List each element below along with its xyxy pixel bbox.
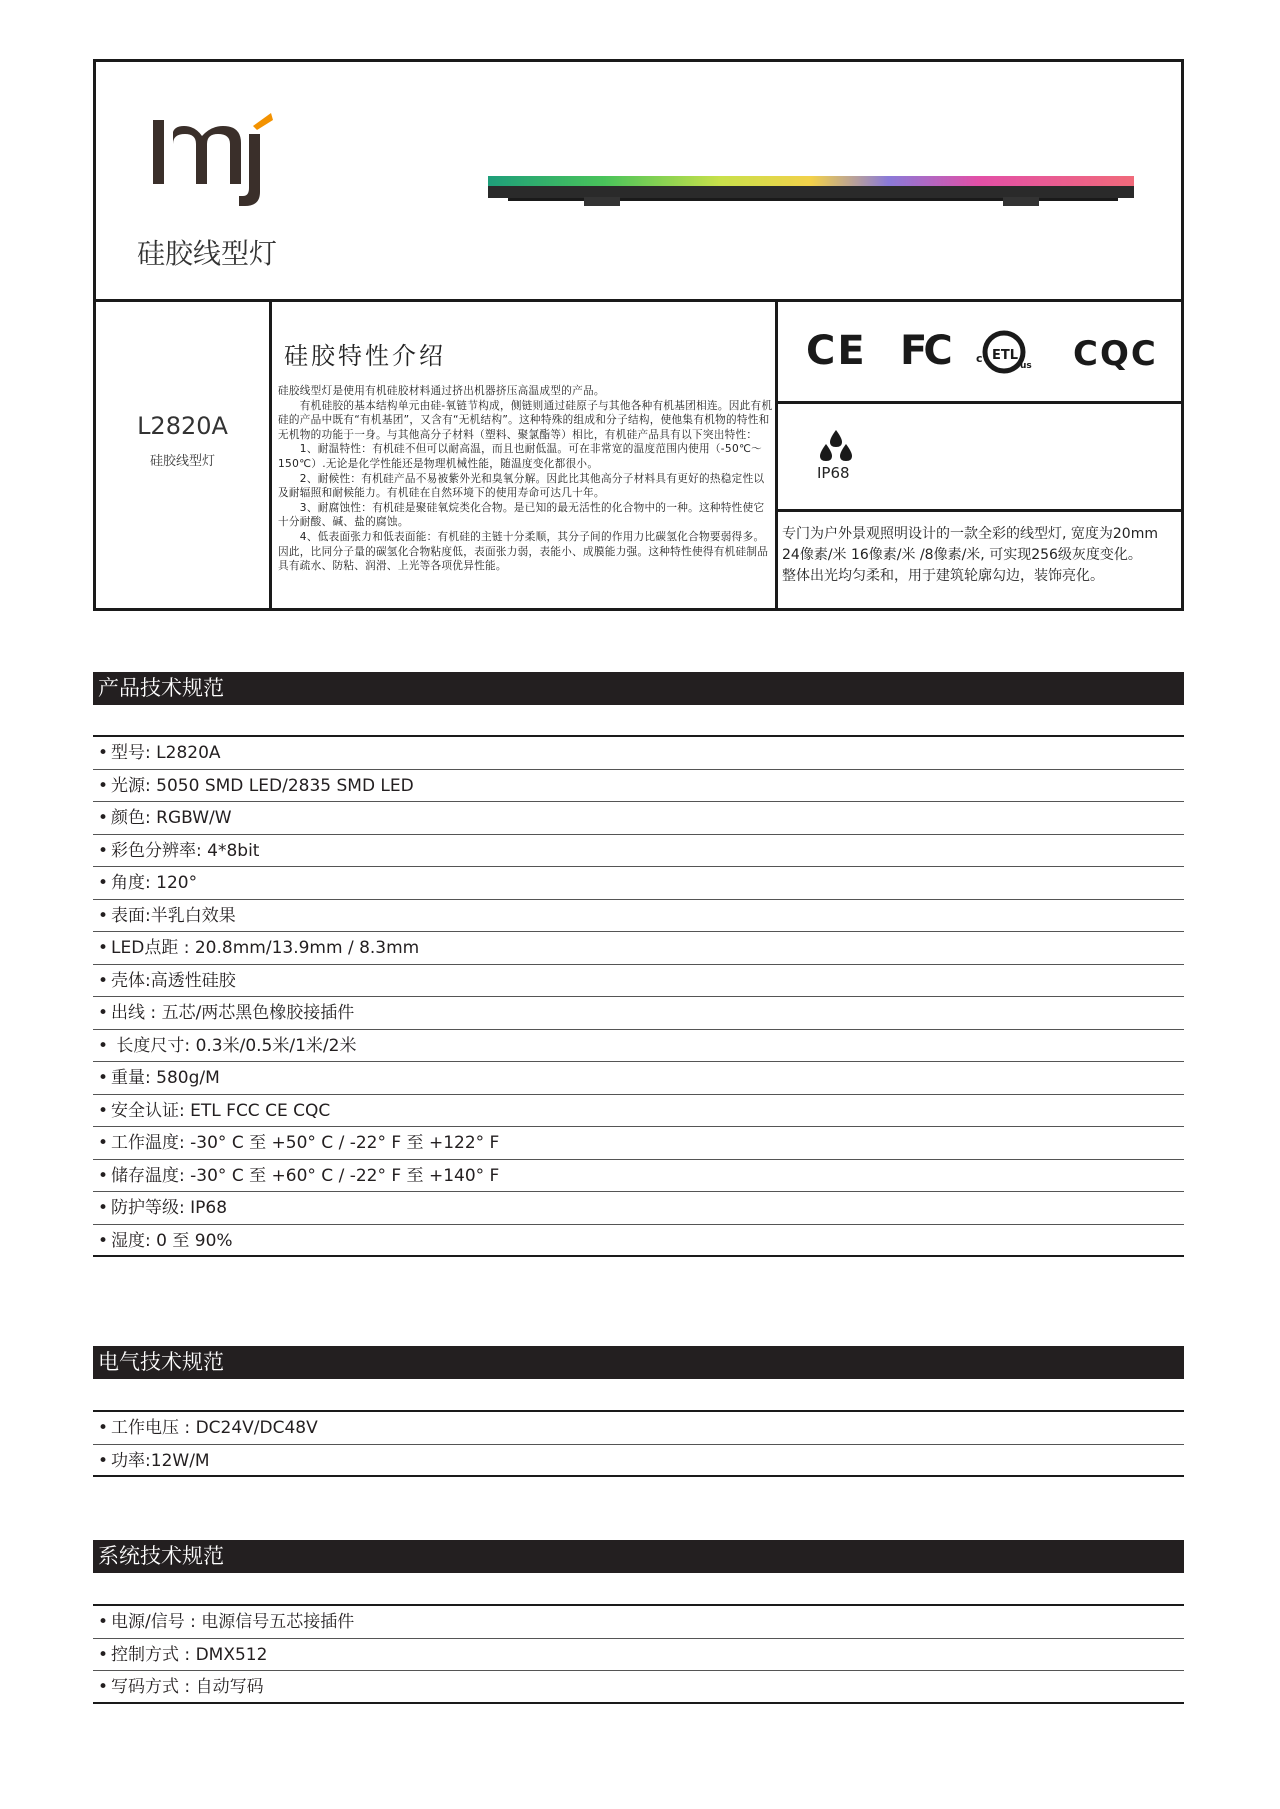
spec-text: 功率:12W/M [111,1450,210,1471]
etl-label: ETL [992,348,1019,363]
spec-text: 出线 : 五芯/两芯黑色橡胶接插件 [111,1003,355,1023]
etl-mark-icon [974,328,1034,378]
product-category: 硅胶线型灯 [137,237,278,270]
system-spec-list [93,1604,1184,1704]
intro-paragraph: 有机硅胶的基本结构单元由硅-氧链节构成，侧链则通过硅原子与其他各种有机基团相连。因此有机硅的产品中既有“有机基团”，又含有“无机结构”。这种特殊的组成和分子结构，使他集有机物的特性和无机物的功能于一身。与其他高分子材料（塑料、聚氯酯等）相比，有机硅产品具有以下突出特性： [278,399,773,441]
bullet: • [98,840,109,861]
intro-title: 硅胶特性介绍 [284,342,446,370]
spec-text: 彩色分辨率: 4*8bit [111,840,260,861]
certification-logos [778,302,1181,404]
bullet: • [98,775,109,796]
brand-logo [153,110,293,210]
intro-cell [272,302,778,608]
spec-text: 控制方式 : DMX512 [111,1644,268,1665]
product-spec-list [93,735,1184,1257]
spec-text: 颜色: RGBW/W [111,808,232,828]
spec-row [93,1671,1184,1704]
spec-text: LED点距 : 20.8mm/13.9mm / 8.3mm [111,938,420,958]
intro-paragraph: 3、耐腐蚀性：有机硅是聚硅氧烷类化合物。是已知的最无活性的化合物中的一种。这种特性使它十分耐酸、碱、盐的腐蚀。 [278,501,765,529]
bullet: • [98,1100,109,1121]
spec-row [93,1225,1184,1258]
spec-text: 储存温度: -30° C 至 +60° C / -22° F 至 +140° F [111,1165,500,1186]
spec-text: 湿度: 0 至 90% [111,1230,233,1251]
model-cell [96,302,272,608]
spec-row [93,900,1184,933]
bullet: • [98,1612,109,1632]
spec-row [93,1062,1184,1095]
linear-light-product-image [488,176,1134,216]
section-title-system-spec: 系统技术规范 [93,1540,1184,1573]
header-top-panel [96,62,1181,302]
bullet: • [98,1418,109,1438]
spec-row [93,867,1184,900]
spec-row [93,1160,1184,1193]
spec-row [93,1606,1184,1639]
bullet: • [98,1230,109,1251]
spec-row [93,1095,1184,1128]
section-title-product-spec: 产品技术规范 [93,672,1184,705]
cert-cell [778,302,1181,608]
intro-paragraph: 2、耐候性：有机硅产品不易被紫外光和臭氧分解。因此比其他高分子材料具有更好的热稳定性以及耐辐照和耐候能力。有机硅在自然环境下的使用寿命可达几十年。 [278,472,765,500]
bullet: • [98,970,109,991]
cqc-mark: CQC [1073,334,1158,374]
model-subtitle: 硅胶线型灯 [149,454,215,469]
spec-row [93,835,1184,868]
bullet: • [98,743,109,763]
model-number: L2820A [137,412,228,440]
spec-text: 长度尺寸: 0.3米/0.5米/1米/2米 [111,1035,357,1056]
description-line: 24像素/米 16像素/米 /8像素/米, 可实现256级灰度变化。 [782,547,1142,563]
spec-text: 电源/信号 : 电源信号五芯接插件 [111,1612,355,1632]
bullet: • [98,1677,109,1697]
bullet: • [98,1068,109,1088]
spec-row [93,770,1184,803]
etl-us-label: us [1020,361,1032,371]
bullet: • [98,1003,109,1023]
bullet: • [98,873,109,893]
spec-row [93,1445,1184,1478]
spec-text: 型号: L2820A [111,743,221,763]
spec-text: 壳体:高透性硅胶 [111,970,236,991]
bullet: • [98,1035,109,1056]
bullet: • [98,1450,109,1471]
ip-rating-cell [778,404,1181,512]
section-title-electrical-spec: 电气技术规范 [93,1346,1184,1379]
spec-row [93,997,1184,1030]
spec-text: 重量: 580g/M [111,1068,220,1088]
intro-body [278,384,773,574]
bullet: • [98,1133,109,1153]
spec-text: 安全认证: ETL FCC CE CQC [111,1100,331,1121]
spec-row [93,802,1184,835]
bullet: • [98,938,109,958]
spec-text: 角度: 120° [111,873,198,893]
ip-rating-label: IP68 [817,464,850,482]
spec-row [93,737,1184,770]
spec-text: 工作温度: -30° C 至 +50° C / -22° F 至 +122° F [111,1133,500,1153]
bullet: • [98,1644,109,1665]
fcc-mark: FC [900,328,949,374]
spec-row [93,1639,1184,1672]
description-line: 整体出光均匀柔和，用于建筑轮廓勾边，装饰亮化。 [782,568,1104,584]
spec-row [93,1412,1184,1445]
intro-paragraph: 1、耐温特性：有机硅不但可以耐高温，而且也耐低温。可在非常宽的温度范围内使用（-50℃～150℃）.无论是化学性能还是物理机械性能，随温度变化都很小。 [278,443,763,470]
intro-paragraph: 4、低表面张力和低表面能：有机硅的主链十分柔顺，其分子间的作用力比碳氢化合物要弱得多。因此，比同分子量的碳氢化合物粘度低，表面张力弱，表能小、成膜能力强。这种特性使得有机硅制品具有疏水、防粘、润滑、上光等各项优异性能。 [278,530,769,573]
spec-row [93,1192,1184,1225]
spec-row [93,932,1184,965]
water-drops-icon [816,430,856,464]
spec-text: 防护等级: IP68 [111,1198,228,1218]
bullet: • [98,1198,109,1218]
intro-paragraph: 硅胶线型灯是使用有机硅胶材料通过挤出机器挤压高温成型的产品。 [278,385,605,397]
spec-text: 表面:半乳白效果 [111,905,236,926]
product-header-box [93,59,1184,611]
spec-text: 光源: 5050 SMD LED/2835 SMD LED [111,775,414,796]
spec-row [93,965,1184,998]
bullet: • [98,808,109,828]
product-description [782,524,1182,587]
spec-row [93,1030,1184,1063]
ce-mark: CE [806,328,867,374]
electrical-spec-list [93,1410,1184,1477]
description-line: 专门为户外景观照明设计的一款全彩的线型灯, 宽度为20mm [782,526,1158,542]
bullet: • [98,1165,109,1186]
spec-text: 工作电压 : DC24V/DC48V [111,1418,318,1438]
spec-text: 写码方式 : 自动写码 [111,1677,264,1697]
spec-row [93,1127,1184,1160]
bullet: • [98,905,109,926]
etl-c-label: c [976,352,983,365]
